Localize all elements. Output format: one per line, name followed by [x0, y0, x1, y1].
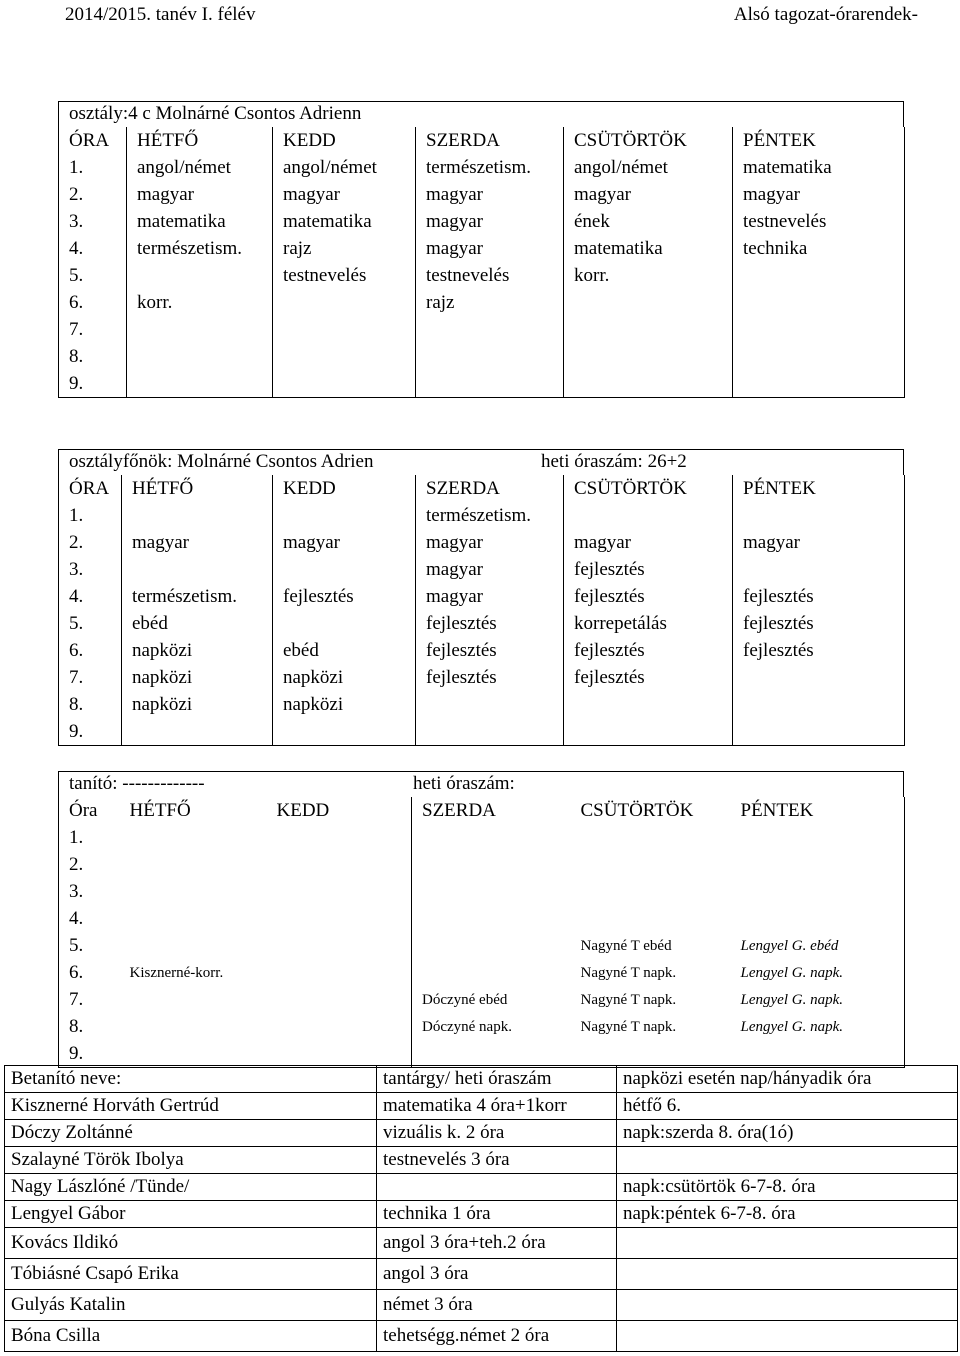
period-number: 7.: [59, 316, 127, 343]
lesson-cell: napközi: [122, 637, 273, 664]
lesson-cell: fejlesztés: [273, 583, 416, 610]
lesson-cell: [273, 556, 416, 583]
lesson-cell: [416, 343, 564, 370]
period-number: 7.: [59, 986, 120, 1013]
lesson-cell: Lengyel G. ebéd: [731, 932, 905, 959]
lesson-cell: [731, 1040, 905, 1068]
teacher-timetable: [58, 771, 904, 1068]
period-number: 1.: [59, 824, 120, 851]
lesson-cell: [267, 959, 412, 986]
subject-hours-cell: testnevelés 3 óra: [377, 1147, 617, 1174]
lesson-cell: fejlesztés: [564, 664, 733, 691]
lesson-cell: napközi: [122, 691, 273, 718]
lesson-cell: természetism.: [122, 583, 273, 610]
table-row: [5, 1259, 958, 1290]
lesson-cell: [267, 1013, 412, 1040]
lesson-cell: [273, 289, 416, 316]
lesson-cell: természetism.: [127, 235, 273, 262]
daycare-cell: [617, 1259, 958, 1290]
period-number: 5.: [59, 610, 122, 637]
lesson-cell: [416, 316, 564, 343]
period-number: 4.: [59, 235, 127, 262]
lesson-cell: [273, 343, 416, 370]
lesson-cell: [267, 878, 412, 905]
lesson-cell: [412, 932, 571, 959]
period-number: 8.: [59, 691, 122, 718]
period-number: 4.: [59, 583, 122, 610]
lesson-cell: [273, 610, 416, 637]
lesson-cell: [733, 262, 905, 289]
lesson-cell: magyar: [416, 181, 564, 208]
header-row: [59, 475, 905, 502]
lesson-cell: [127, 343, 273, 370]
lesson-cell: korrepetálás: [564, 610, 733, 637]
head-teacher-hours: heti óraszám: 26+2: [541, 451, 687, 472]
subject-hours-cell: angol 3 óra+teh.2 óra: [377, 1228, 617, 1259]
lesson-cell: [564, 718, 733, 746]
lesson-cell: magyar: [416, 529, 564, 556]
lesson-cell: [273, 502, 416, 529]
lesson-cell: [731, 824, 905, 851]
table-row: [59, 289, 905, 316]
column-header: SZERDA: [412, 797, 571, 824]
lesson-cell: technika: [733, 235, 905, 262]
column-header: KEDD: [276, 799, 330, 821]
lesson-cell: Nagyné T ebéd: [580, 937, 672, 954]
table-row: [59, 932, 905, 959]
lesson-cell: [412, 851, 571, 878]
head-teacher-title: [58, 449, 904, 475]
lesson-cell: természetism.: [416, 154, 564, 181]
subject-hours-cell: vizuális k. 2 óra: [377, 1120, 617, 1147]
table-row: [59, 370, 905, 398]
table-row: [59, 637, 905, 664]
table-row: [59, 986, 905, 1013]
lesson-cell: [731, 878, 905, 905]
lesson-cell: [127, 316, 273, 343]
lesson-cell: napközi: [273, 664, 416, 691]
lesson-cell: Lengyel G. napk.: [731, 1013, 905, 1040]
header-school-year: 2014/2015. tanév I. félév: [65, 4, 256, 25]
lesson-cell: [733, 664, 905, 691]
table-row: [5, 1201, 958, 1228]
period-number: 6.: [59, 959, 120, 986]
lesson-cell: korr.: [127, 289, 273, 316]
lesson-cell: angol/német: [127, 154, 273, 181]
period-number: 2.: [59, 529, 122, 556]
subject-hours-cell: angol 3 óra: [377, 1259, 617, 1290]
column-header: KEDD: [273, 127, 416, 154]
teacher-name-cell: Gulyás Katalin: [5, 1290, 377, 1321]
table-row: [59, 905, 905, 932]
lesson-cell: angol/német: [273, 154, 416, 181]
lesson-cell: rajz: [416, 289, 564, 316]
column-header: Óra: [59, 797, 120, 824]
table-row: [59, 691, 905, 718]
period-number: 5.: [59, 932, 120, 959]
table-row: [5, 1093, 958, 1120]
column-header: SZERDA: [416, 127, 564, 154]
lesson-cell: magyar: [416, 583, 564, 610]
lesson-cell: [416, 691, 564, 718]
lesson-cell: [120, 932, 267, 959]
lesson-cell: ebéd: [273, 637, 416, 664]
lesson-cell: [120, 1040, 267, 1068]
lesson-cell: matematika: [564, 235, 733, 262]
table-row: [59, 610, 905, 637]
head-teacher-timetable: [58, 449, 904, 746]
period-number: 4.: [59, 905, 120, 932]
table-row: [5, 1174, 958, 1201]
daycare-cell: [617, 1321, 958, 1352]
lesson-cell: magyar: [416, 235, 564, 262]
teacher-name-cell: Kisznerné Horváth Gertrúd: [5, 1093, 377, 1120]
period-number: 6.: [59, 289, 127, 316]
lesson-cell: [122, 502, 273, 529]
lesson-cell: [267, 851, 412, 878]
lesson-cell: [733, 691, 905, 718]
class-timetable-title: [58, 101, 904, 127]
lesson-cell: [564, 343, 733, 370]
lesson-cell: testnevelés: [733, 208, 905, 235]
lesson-cell: [416, 718, 564, 746]
daycare-cell: [617, 1290, 958, 1321]
lesson-cell: [120, 1013, 267, 1040]
teacher-name-cell: Bóna Csilla: [5, 1321, 377, 1352]
lesson-cell: [571, 1040, 731, 1068]
teacher-grid: [58, 797, 905, 1068]
column-header: KEDD: [273, 475, 416, 502]
table-row: [59, 1040, 905, 1068]
lesson-cell: matematika: [733, 154, 905, 181]
column-header: CSÜTÖRTÖK: [564, 475, 733, 502]
period-number: 1.: [59, 502, 122, 529]
column-header: CSÜTÖRTÖK: [564, 127, 733, 154]
lesson-cell: [733, 289, 905, 316]
column-header: napközi esetén nap/hányadik óra: [617, 1066, 958, 1093]
lesson-cell: fejlesztés: [733, 583, 905, 610]
lesson-cell: [267, 1040, 412, 1068]
lesson-cell: magyar: [564, 181, 733, 208]
class-timetable: [58, 101, 904, 398]
lesson-cell: magyar: [416, 208, 564, 235]
column-header: SZERDA: [416, 475, 564, 502]
header-row: [59, 797, 905, 824]
lesson-cell: [127, 262, 273, 289]
table-row: [5, 1120, 958, 1147]
period-number: 6.: [59, 637, 122, 664]
column-header: HÉTFŐ: [129, 799, 191, 821]
lesson-cell: [273, 316, 416, 343]
class-title: osztály:4 c Molnárné Csontos Adrienn: [69, 103, 362, 124]
daycare-cell: napk:szerda 8. óra(1ó): [617, 1120, 958, 1147]
lesson-cell: [564, 691, 733, 718]
lesson-cell: [412, 959, 571, 986]
table-row: [5, 1147, 958, 1174]
period-number: 2.: [59, 851, 120, 878]
table-row: [5, 1290, 958, 1321]
lesson-cell: Nagyné T napk.: [580, 991, 677, 1008]
lesson-cell: testnevelés: [273, 262, 416, 289]
period-number: 3.: [59, 208, 127, 235]
lesson-cell: [120, 824, 267, 851]
lesson-cell: Lengyel G. napk.: [731, 986, 905, 1013]
lesson-cell: [731, 851, 905, 878]
lesson-cell: testnevelés: [416, 262, 564, 289]
period-number: 9.: [59, 718, 122, 746]
lesson-cell: [571, 878, 731, 905]
teacher-name-cell: Dóczy Zoltánné: [5, 1120, 377, 1147]
teacher-name-cell: Tóbiásné Csapó Erika: [5, 1259, 377, 1290]
lesson-cell: [564, 370, 733, 398]
lesson-cell: [731, 905, 905, 932]
lesson-cell: [733, 343, 905, 370]
table-row: [59, 502, 905, 529]
subject-hours-cell: technika 1 óra: [377, 1201, 617, 1228]
period-number: 9.: [59, 1040, 120, 1068]
lesson-cell: magyar: [127, 181, 273, 208]
table-row: [59, 1013, 905, 1040]
lesson-cell: [120, 878, 267, 905]
table-row: [59, 208, 905, 235]
lesson-cell: [412, 878, 571, 905]
period-number: 7.: [59, 664, 122, 691]
lesson-cell: magyar: [122, 529, 273, 556]
lesson-cell: [127, 370, 273, 398]
teacher-title: [58, 771, 904, 797]
lesson-cell: [733, 502, 905, 529]
period-number: 3.: [59, 878, 120, 905]
lesson-cell: [267, 986, 412, 1013]
table-row: [5, 1228, 958, 1259]
lesson-cell: Kisznerné-korr.: [129, 964, 224, 981]
lesson-cell: [267, 824, 412, 851]
subject-hours-cell: tehetségg.német 2 óra: [377, 1321, 617, 1352]
lesson-cell: magyar: [564, 529, 733, 556]
lesson-cell: ebéd: [122, 610, 273, 637]
period-number: 9.: [59, 370, 127, 398]
lesson-cell: [571, 851, 731, 878]
lesson-cell: [733, 718, 905, 746]
lesson-cell: [120, 986, 267, 1013]
header-row: [59, 127, 905, 154]
lesson-cell: magyar: [733, 529, 905, 556]
header-row: [5, 1066, 958, 1093]
head-teacher-grid: [58, 475, 905, 746]
substitute-teachers-table: [4, 1065, 958, 1352]
column-header: PÉNTEK: [733, 127, 905, 154]
lesson-cell: magyar: [273, 529, 416, 556]
daycare-cell: napk:péntek 6-7-8. óra: [617, 1201, 958, 1228]
column-header: Betanító neve:: [5, 1066, 377, 1093]
lesson-cell: fejlesztés: [733, 610, 905, 637]
table-row: [59, 343, 905, 370]
lesson-cell: fejlesztés: [564, 583, 733, 610]
lesson-cell: fejlesztés: [416, 610, 564, 637]
table-row: [59, 262, 905, 289]
lesson-cell: [564, 289, 733, 316]
teacher-name-cell: Szalayné Török Ibolya: [5, 1147, 377, 1174]
subject-hours-cell: [377, 1174, 617, 1201]
lesson-cell: [273, 718, 416, 746]
lesson-cell: [122, 556, 273, 583]
lesson-cell: magyar: [273, 181, 416, 208]
table-row: [59, 529, 905, 556]
lesson-cell: korr.: [564, 262, 733, 289]
header-doc-title: Alsó tagozat-órarendek-: [733, 4, 918, 25]
lesson-cell: fejlesztés: [733, 637, 905, 664]
table-row: [59, 824, 905, 851]
lesson-cell: [571, 905, 731, 932]
lesson-cell: Lengyel G. napk.: [731, 959, 905, 986]
teacher-name-cell: Kovács Ildikó: [5, 1228, 377, 1259]
lesson-cell: [733, 316, 905, 343]
column-header: ÓRA: [59, 127, 127, 154]
lesson-cell: [564, 316, 733, 343]
lesson-cell: [122, 718, 273, 746]
lesson-cell: [733, 556, 905, 583]
lesson-cell: [733, 370, 905, 398]
lesson-cell: [412, 905, 571, 932]
lesson-cell: fejlesztés: [564, 556, 733, 583]
lesson-cell: magyar: [733, 181, 905, 208]
lesson-cell: [564, 502, 733, 529]
lesson-cell: napközi: [273, 691, 416, 718]
teacher-name-cell: Nagy Lászlóné /Tünde/: [5, 1174, 377, 1201]
column-header: PÉNTEK: [731, 797, 905, 824]
daycare-cell: [617, 1228, 958, 1259]
lesson-cell: [273, 370, 416, 398]
daycare-cell: hétfő 6.: [617, 1093, 958, 1120]
table-row: [59, 181, 905, 208]
table-row: [59, 664, 905, 691]
column-header: PÉNTEK: [733, 475, 905, 502]
column-header: HÉTFŐ: [127, 127, 273, 154]
lesson-cell: rajz: [273, 235, 416, 262]
table-row: [59, 583, 905, 610]
lesson-cell: matematika: [273, 208, 416, 235]
lesson-cell: [571, 824, 731, 851]
table-row: [59, 235, 905, 262]
lesson-cell: fejlesztés: [564, 637, 733, 664]
subject-hours-cell: német 3 óra: [377, 1290, 617, 1321]
lesson-cell: Dóczyné ebéd: [412, 986, 571, 1013]
lesson-cell: ének: [564, 208, 733, 235]
daycare-cell: napk:csütörtök 6-7-8. óra: [617, 1174, 958, 1201]
lesson-cell: napközi: [122, 664, 273, 691]
period-number: 8.: [59, 343, 127, 370]
column-header: HÉTFŐ: [122, 475, 273, 502]
period-number: 5.: [59, 262, 127, 289]
teacher-name: tanító: -------------: [69, 773, 205, 794]
lesson-cell: angol/német: [564, 154, 733, 181]
lesson-cell: természetism.: [416, 502, 564, 529]
period-number: 8.: [59, 1013, 120, 1040]
lesson-cell: Nagyné T napk.: [580, 964, 677, 981]
lesson-cell: [120, 905, 267, 932]
column-header: tantárgy/ heti óraszám: [377, 1066, 617, 1093]
column-header: CSÜTÖRTÖK: [580, 799, 694, 821]
table-row: [59, 556, 905, 583]
table-row: [5, 1321, 958, 1352]
subject-hours-cell: matematika 4 óra+1korr: [377, 1093, 617, 1120]
lesson-cell: [267, 905, 412, 932]
table-row: [59, 718, 905, 746]
table-row: [59, 851, 905, 878]
head-teacher-name: osztályfőnök: Molnárné Csontos Adrien: [69, 451, 374, 472]
daycare-cell: [617, 1147, 958, 1174]
lesson-cell: [416, 370, 564, 398]
lesson-cell: [412, 1040, 571, 1068]
lesson-cell: [120, 851, 267, 878]
lesson-cell: Nagyné T napk.: [580, 1018, 677, 1035]
teacher-hours: heti óraszám:: [413, 773, 515, 794]
lesson-cell: fejlesztés: [416, 664, 564, 691]
period-number: 2.: [59, 181, 127, 208]
lesson-cell: matematika: [127, 208, 273, 235]
teacher-name-cell: Lengyel Gábor: [5, 1201, 377, 1228]
table-row: [59, 154, 905, 181]
lesson-cell: [412, 824, 571, 851]
table-row: [59, 316, 905, 343]
table-row: [59, 959, 905, 986]
period-number: 3.: [59, 556, 122, 583]
period-number: 1.: [59, 154, 127, 181]
class-timetable-grid: [58, 127, 905, 398]
column-header: ÓRA: [59, 475, 122, 502]
lesson-cell: [267, 932, 412, 959]
lesson-cell: Dóczyné napk.: [412, 1013, 571, 1040]
lesson-cell: magyar: [416, 556, 564, 583]
lesson-cell: fejlesztés: [416, 637, 564, 664]
table-row: [59, 878, 905, 905]
